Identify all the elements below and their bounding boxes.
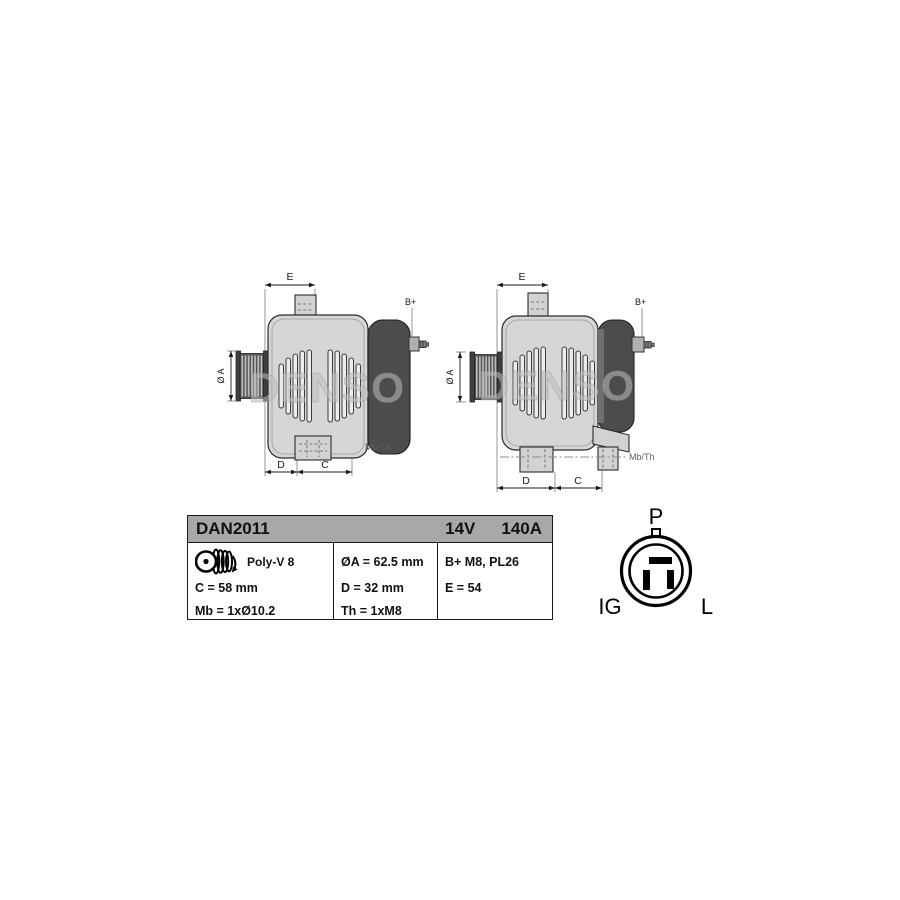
spec-column-3 (438, 543, 552, 619)
spec-table-header (188, 516, 552, 543)
denso-watermark: DENSO (248, 364, 406, 411)
dimension-a (216, 351, 237, 401)
spec-e: E = 54 (445, 581, 482, 595)
spec-th: Th = 1xM8 (341, 604, 402, 618)
shaft-terminal (409, 337, 429, 351)
spec-diameter-a: ØA = 62.5 mm (341, 555, 424, 569)
spec-column-2 (334, 543, 438, 619)
spec-table (187, 515, 553, 620)
pin-label-p: P (648, 504, 664, 529)
spec-column-1 (188, 543, 334, 619)
dim-c-label: C (574, 475, 582, 487)
spec-bplus: B+ M8, PL26 (445, 555, 519, 569)
dimension-a (445, 352, 466, 402)
dim-a-label: Ø A (216, 368, 226, 384)
pulley-icon (195, 546, 241, 578)
pin-label-ig: IG (598, 594, 622, 619)
pulley-type: Poly-V 8 (247, 555, 295, 569)
spec-c: C = 58 mm (195, 581, 258, 595)
dimension-e (497, 271, 548, 287)
dimension-e (265, 271, 315, 287)
rear-foot (598, 447, 618, 470)
bplus-label: B+ (405, 297, 417, 307)
pulley-spec (195, 547, 326, 577)
dimension-dc (497, 475, 602, 490)
pin-bar-top (649, 557, 672, 564)
dim-c-label: C (321, 459, 329, 471)
pin-bar-left (643, 570, 650, 590)
dimension-dc (265, 459, 352, 474)
pin-label-l: L (700, 594, 714, 619)
dim-d-label: D (277, 459, 285, 471)
spec-table-body (188, 543, 552, 619)
bplus-label: B+ (635, 297, 647, 307)
amperage-rating: 140A (501, 519, 542, 538)
dim-e-label: E (286, 271, 294, 283)
connector-inner-ring (630, 545, 683, 598)
denso-watermark: DENSO (478, 362, 636, 409)
pin-bar-right (667, 570, 674, 589)
top-mounting-lug (295, 295, 316, 317)
spec-mb: Mb = 1xØ10.2 (195, 604, 276, 618)
dim-a-label: Ø A (445, 369, 455, 385)
mbth-label: Mb/Th (365, 442, 391, 452)
shaft-terminal (632, 337, 654, 352)
voltage-rating: 14V (445, 519, 476, 538)
dim-d-label: D (522, 475, 530, 487)
dim-e-label: E (518, 271, 526, 283)
alternator-drawing-left (215, 258, 450, 498)
mbth-label: Mb/Th (629, 452, 655, 462)
connector-diagram (595, 500, 730, 625)
bottom-mounting-lug (295, 436, 331, 460)
spec-d: D = 32 mm (341, 581, 404, 595)
alternator-drawing-right (443, 258, 688, 503)
part-number: DAN2011 (196, 519, 270, 538)
front-foot (520, 447, 553, 472)
top-mounting-lug (528, 293, 548, 318)
